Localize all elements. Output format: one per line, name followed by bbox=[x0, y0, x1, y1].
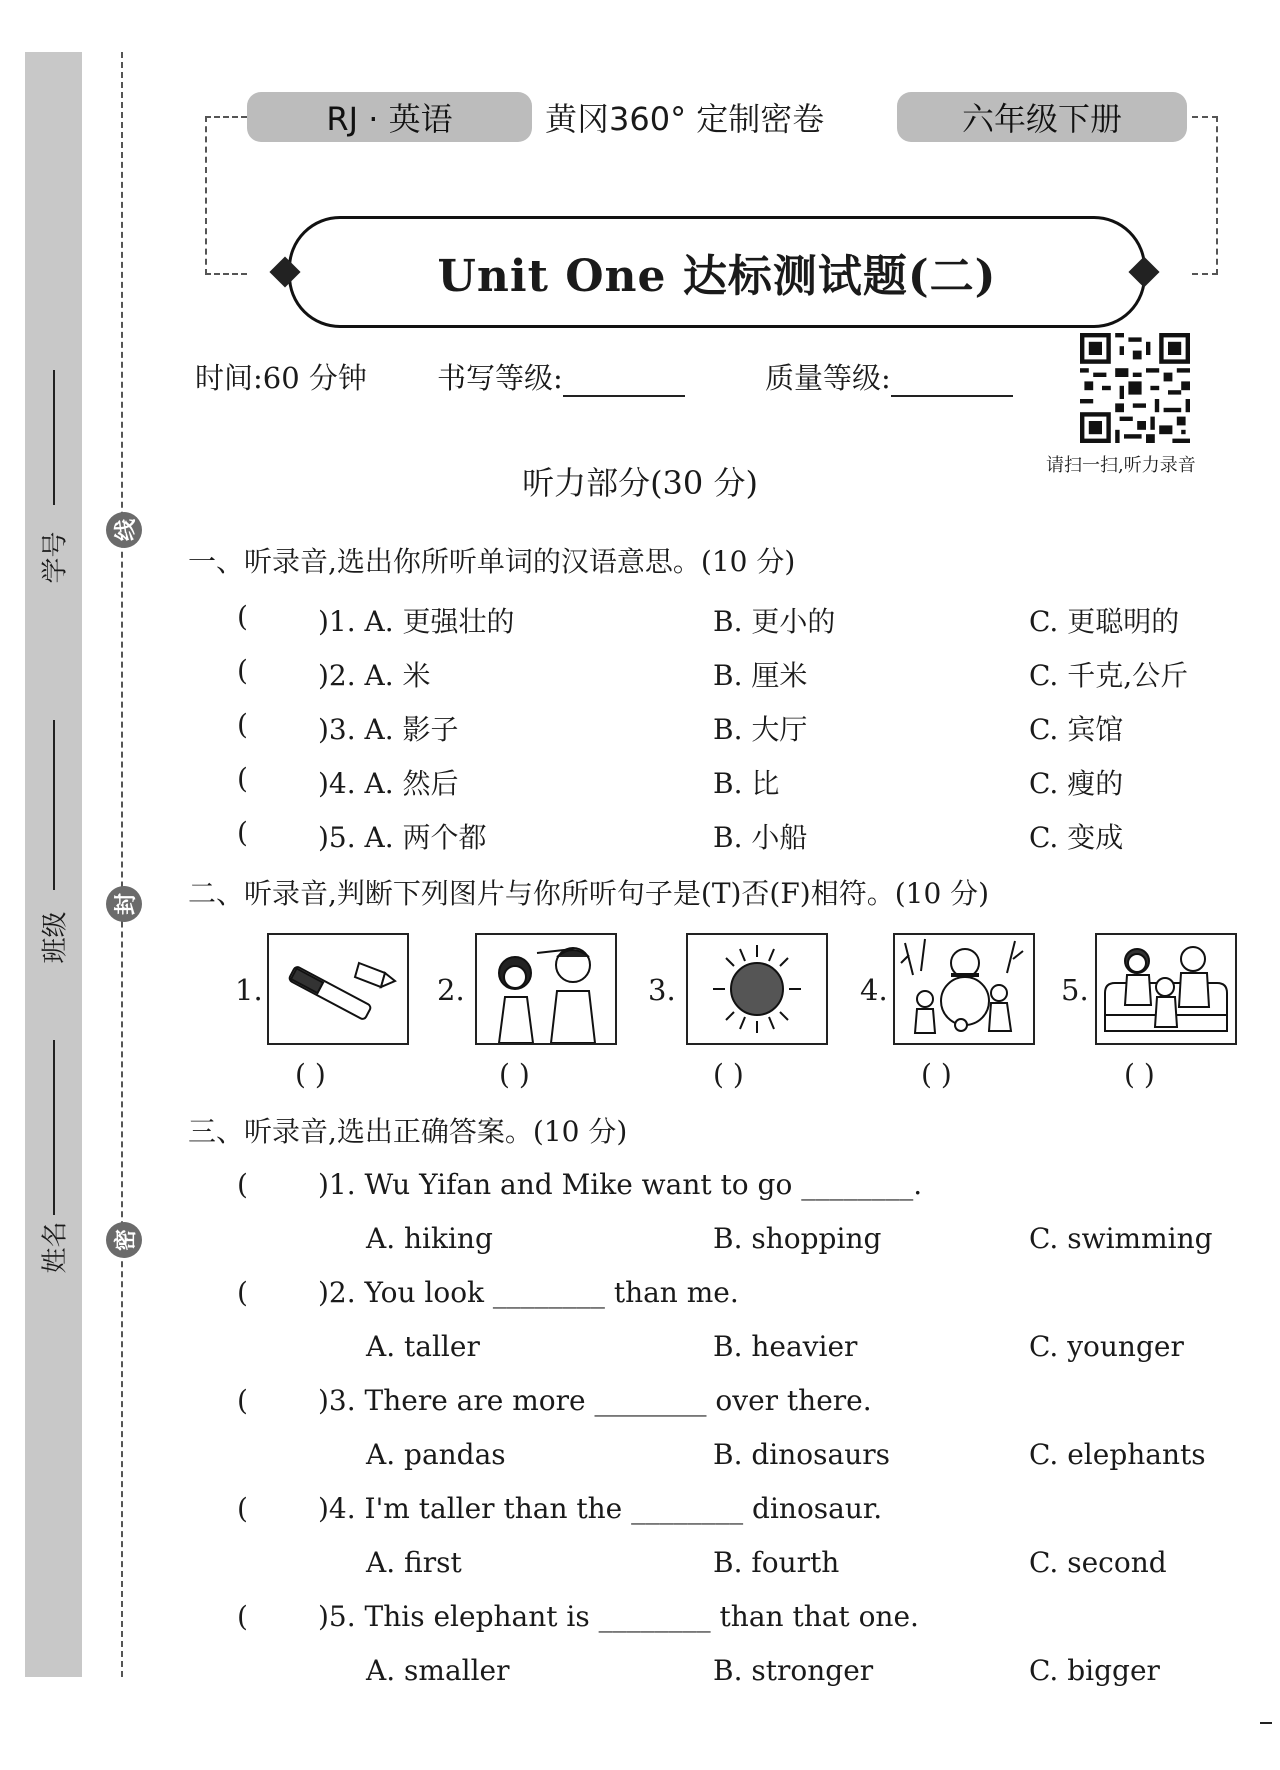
s1-item-2-c: C. 千克,公斤 bbox=[1029, 659, 1189, 692]
s3-q5-option-c: C. bigger bbox=[1029, 1654, 1160, 1687]
picture-number-5: 5. bbox=[1061, 973, 1089, 1007]
children-with-snowman-icon bbox=[893, 933, 1035, 1045]
s3-q3-option-a: A. pandas bbox=[366, 1438, 506, 1471]
s1-item-1-b: B. 更小的 bbox=[713, 605, 836, 638]
class-blank[interactable] bbox=[53, 720, 55, 890]
grade-pill: 六年级下册 bbox=[897, 92, 1187, 142]
s3-question-3: )3. There are more ________ over there. bbox=[318, 1384, 872, 1417]
sun-icon bbox=[686, 933, 828, 1045]
s1-item-4-b: B. 比 bbox=[713, 767, 780, 800]
name-label: 姓名 bbox=[40, 1221, 71, 1274]
family-on-sofa-icon bbox=[1095, 933, 1237, 1045]
picture-number-4: 4. bbox=[860, 973, 888, 1007]
picture-number-1: 1. bbox=[235, 973, 263, 1007]
answer-open-paren[interactable]: ( bbox=[237, 1384, 248, 1417]
s1-item-5-a: )5. A. 两个都 bbox=[318, 821, 487, 854]
s3-q1-option-a: A. hiking bbox=[366, 1222, 493, 1255]
time-label: 时间:60 分钟 bbox=[195, 361, 367, 395]
picture-number-3: 3. bbox=[648, 973, 676, 1007]
answer-paren-1[interactable]: ( ) bbox=[295, 1058, 326, 1091]
cut-line bbox=[121, 52, 123, 1677]
section2-title: 二、听录音,判断下列图片与你所听句子是(T)否(F)相符。(10 分) bbox=[188, 877, 990, 910]
s1-item-5-b: B. 小船 bbox=[713, 821, 808, 854]
s1-item-3-b: B. 大厅 bbox=[713, 713, 808, 746]
s3-q4-option-a: A. first bbox=[366, 1546, 462, 1579]
answer-open-paren[interactable]: ( bbox=[237, 708, 248, 741]
listening-part-title: 听力部分(30 分) bbox=[522, 464, 758, 502]
s3-q2-option-b: B. heavier bbox=[713, 1330, 858, 1363]
writing-grade-label: 书写等级: bbox=[437, 356, 685, 397]
answer-paren-5[interactable]: ( ) bbox=[1124, 1058, 1155, 1091]
picture-number-2: 2. bbox=[437, 973, 465, 1007]
s1-item-1-c: C. 更聪明的 bbox=[1029, 605, 1180, 638]
answer-open-paren[interactable]: ( bbox=[237, 816, 248, 849]
s3-q1-option-c: C. swimming bbox=[1029, 1222, 1213, 1255]
answer-open-paren[interactable]: ( bbox=[237, 1492, 248, 1525]
answer-paren-4[interactable]: ( ) bbox=[921, 1058, 952, 1091]
s3-q2-option-c: C. younger bbox=[1029, 1330, 1184, 1363]
header-frame-left bbox=[205, 116, 247, 275]
s1-item-1-a: )1. A. 更强壮的 bbox=[318, 605, 515, 638]
s3-q3-option-b: B. dinosaurs bbox=[713, 1438, 890, 1471]
qr-caption: 请扫一扫,听力录音 bbox=[1046, 455, 1196, 476]
s3-question-1: )1. Wu Yifan and Mike want to go ________. bbox=[318, 1168, 923, 1201]
s3-q1-option-b: B. shopping bbox=[713, 1222, 882, 1255]
s3-q5-option-a: A. smaller bbox=[366, 1654, 510, 1687]
subject-pill: RJ · 英语 bbox=[247, 92, 532, 142]
qr-code-icon[interactable] bbox=[1080, 333, 1190, 443]
answer-open-paren[interactable]: ( bbox=[237, 1168, 248, 1201]
s1-item-3-c: C. 宾馆 bbox=[1029, 713, 1124, 746]
header-frame-right bbox=[1192, 116, 1218, 275]
s1-item-2-b: B. 厘米 bbox=[713, 659, 808, 692]
class-label: 班级 bbox=[40, 911, 71, 964]
answer-open-paren[interactable]: ( bbox=[237, 654, 248, 687]
pen-and-crayon-icon bbox=[267, 933, 409, 1045]
answer-open-paren[interactable]: ( bbox=[237, 1276, 248, 1309]
s1-item-3-a: )3. A. 影子 bbox=[318, 713, 459, 746]
writing-grade-blank[interactable] bbox=[563, 365, 685, 397]
answer-paren-3[interactable]: ( ) bbox=[713, 1058, 744, 1091]
s1-item-4-a: )4. A. 然后 bbox=[318, 767, 459, 800]
seal-seal-badge: 封 bbox=[106, 886, 142, 922]
answer-open-paren[interactable]: ( bbox=[237, 600, 248, 633]
quality-grade-label: 质量等级: bbox=[765, 356, 1013, 397]
title-box bbox=[288, 216, 1146, 328]
s1-item-4-c: C. 瘦的 bbox=[1029, 767, 1124, 800]
seal-line-badge: 线 bbox=[106, 512, 142, 548]
page-title: Unit One 达标测试题(二) bbox=[437, 251, 997, 302]
s3-q5-option-b: B. stronger bbox=[713, 1654, 874, 1687]
s3-question-2: )2. You look ________ than me. bbox=[318, 1276, 739, 1309]
s3-q4-option-c: C. second bbox=[1029, 1546, 1167, 1579]
answer-open-paren[interactable]: ( bbox=[237, 1600, 248, 1633]
s1-item-5-c: C. 变成 bbox=[1029, 821, 1124, 854]
seal-secret-badge: 密 bbox=[106, 1222, 142, 1258]
answer-open-paren[interactable]: ( bbox=[237, 762, 248, 795]
brand-title: 黄冈360° 定制密卷 bbox=[545, 100, 825, 138]
girl-and-boy-measuring-height-icon bbox=[475, 933, 617, 1045]
s3-question-4: )4. I'm taller than the ________ dinosaur. bbox=[318, 1492, 883, 1525]
answer-paren-2[interactable]: ( ) bbox=[499, 1058, 530, 1091]
s3-q2-option-a: A. taller bbox=[366, 1330, 480, 1363]
page-edge-mark bbox=[1260, 1722, 1272, 1724]
student-no-label: 学号 bbox=[40, 531, 71, 584]
quality-grade-blank[interactable] bbox=[891, 365, 1013, 397]
section1-title: 一、听录音,选出你所听单词的汉语意思。(10 分) bbox=[188, 545, 796, 578]
s1-item-2-a: )2. A. 米 bbox=[318, 659, 431, 692]
section3-title: 三、听录音,选出正确答案。(10 分) bbox=[188, 1115, 628, 1148]
s3-question-5: )5. This elephant is ________ than that one. bbox=[318, 1600, 919, 1633]
s3-q3-option-c: C. elephants bbox=[1029, 1438, 1206, 1471]
s3-q4-option-b: B. fourth bbox=[713, 1546, 840, 1579]
name-blank[interactable] bbox=[53, 1040, 55, 1215]
